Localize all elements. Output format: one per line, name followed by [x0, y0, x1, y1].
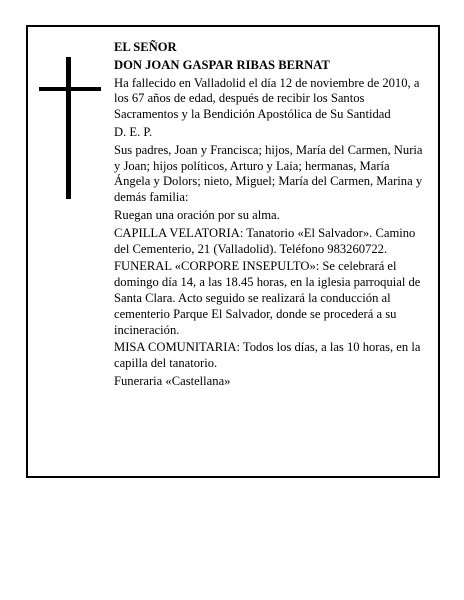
death-info: Ha fallecido en Valladolid el día 12 de noviembre de 2010, a los 67 años de edad, después de recibir los Santos Sacramentos y la Bendición Apostólica de Su Santidad [114, 75, 420, 122]
deceased-name: DON JOAN GASPAR RIBAS BERNAT [114, 57, 330, 72]
obituary-notice [26, 25, 440, 478]
funeral-info: FUNERAL «CORPORE INSEPULTO»: Se celebrará el domingo día 14, a las 18.45 horas, en la iglesia parroquial de Santa Clara. Acto seguido se realizará la conducción al cementerio Parque El Salvador, donde se procederá a su incineración. [114, 259, 421, 337]
cross-horizontal-bar [39, 87, 101, 91]
funeral-home: Funeraria «Castellana» [114, 373, 231, 388]
notice-text [114, 40, 428, 390]
prayer-request: Ruegan una oración por su alma. [114, 207, 280, 222]
dep-line: D. E. P. [114, 124, 153, 139]
notice-title: EL SEÑOR [114, 40, 177, 54]
chapel-info: CAPILLA VELATORIA: Tanatorio «El Salvador». Camino del Cementerio, 21 (Valladolid). Teléfono 983260722. [114, 225, 416, 256]
mass-info: MISA COMUNITARIA: Todos los días, a las 10 horas, en la capilla del tanatorio. [114, 340, 421, 371]
cross-vertical-bar [66, 57, 71, 199]
family-list: Sus padres, Joan y Francisca; hijos, María del Carmen, Nuria y Joan; hijos políticos, Arturo y Laia; hermanas, María Ángela y Dolors; nieto, Miguel; María del Carmen, Marina y demás familia: [114, 142, 423, 205]
cross-icon [39, 57, 101, 199]
